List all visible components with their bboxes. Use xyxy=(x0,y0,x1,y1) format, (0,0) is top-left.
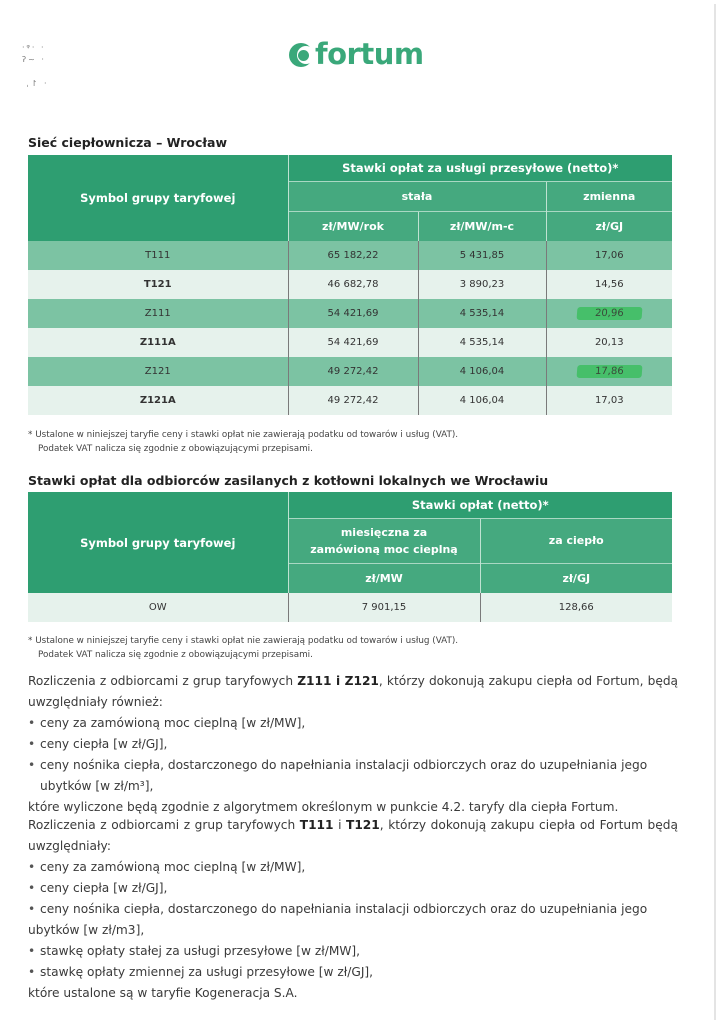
cell-zl-mw-month: 4 106,04 xyxy=(418,386,546,415)
table-row-t111 xyxy=(28,241,672,270)
list-item: • ceny za zamówioną moc cieplną [w zł/MW], xyxy=(28,713,678,734)
column-header-symbol: Symbol grupy taryfowej xyxy=(28,492,288,593)
footnote-line: Podatek VAT nalicza się zgodnie z obowiązującymi przepisami. xyxy=(38,650,313,660)
list-item: • ceny za zamówioną moc cieplną [w zł/MW], xyxy=(28,857,678,878)
table-row-z121a xyxy=(28,386,672,415)
intro-text: , którzy dokonują zakupu ciepła od Fortum, będą uwzględniały również: xyxy=(28,674,679,709)
intro-text: Rozliczenia z odbiorcami z grup taryfowych xyxy=(28,674,298,688)
cell-zl-gj: 17,06 xyxy=(546,241,672,270)
section-title-network: Sieć ciepłownicza – Wrocław xyxy=(28,135,228,150)
intro-text: Rozliczenia z odbiorcami z grup taryfowych xyxy=(28,818,300,832)
list-item: • stawkę opłaty zmiennej za usługi przesyłowe [w zł/GJ], xyxy=(28,962,678,983)
vat-footnote-1 xyxy=(28,428,458,456)
list-continuation: ubytków [w zł/m3], xyxy=(28,923,145,937)
paragraph-closing: które ustalone są w taryfie Kogeneracja S.A. xyxy=(28,986,298,1000)
subheader-heat: za ciepło xyxy=(480,518,672,563)
local-boiler-rates-table xyxy=(28,492,672,622)
page-edge xyxy=(714,4,716,1020)
fortum-logo xyxy=(289,37,424,71)
bullet-list xyxy=(28,857,678,920)
unit-header-zl-gj: zł/GJ xyxy=(546,211,672,241)
footnote-line: * Ustalone w niniejszej taryfie ceny i stawki opłat nie zawierają podatku od towarów i usług (VAT). xyxy=(28,430,459,440)
cell-zl-mw-month: 3 890,23 xyxy=(418,270,546,299)
intro-text: , którzy dokonują zakupu ciepła od Fortum będą uwzględniały: xyxy=(28,818,678,853)
highlighter-mark: 20,96 xyxy=(576,307,642,320)
section-title-local-boilers: Stawki opłat dla odbiorców zasilanych z kotłowni lokalnych we Wrocławiu xyxy=(28,473,549,488)
cell-zl-mw-month: 4 535,14 xyxy=(418,299,546,328)
highlighter-mark: 17,86 xyxy=(576,365,642,378)
cell-symbol: Z111 xyxy=(28,299,288,328)
cell-zl-mw-month: 4 535,14 xyxy=(418,328,546,357)
column-group-header-rates: Stawki opłat (netto)* xyxy=(288,492,672,518)
unit-header-zl-gj: zł/GJ xyxy=(480,563,672,593)
bullet-list xyxy=(28,941,678,983)
cell-zl-gj xyxy=(546,299,672,328)
cell-zl-gj: 17,03 xyxy=(546,386,672,415)
list-item: • ceny nośnika ciepła, dostarczonego do napełniania instalacji odbiorczych oraz do uzupełniania jego xyxy=(28,899,678,920)
cell-zl-mw: 7 901,15 xyxy=(288,593,480,622)
cell-symbol: Z121A xyxy=(28,386,288,415)
settlement-paragraph-z-groups xyxy=(28,671,678,818)
paragraph-intro xyxy=(28,815,678,857)
list-item: • ceny ciepła [w zł/GJ], xyxy=(28,878,678,899)
cell-symbol: T111 xyxy=(28,241,288,270)
tariff-group-bold: T121 xyxy=(346,818,380,832)
scan-artifact-marks: ·ᵠ· · ʔ~ · ˌ↾ · xyxy=(22,43,49,88)
cell-zl-gj: 14,56 xyxy=(546,270,672,299)
cell-zl-gj: 128,66 xyxy=(480,593,672,622)
vat-footnote-2 xyxy=(28,634,458,662)
subheader-fixed: stała xyxy=(288,181,546,211)
cell-zl-mw-year: 46 682,78 xyxy=(288,270,418,299)
footnote-line: Podatek VAT nalicza się zgodnie z obowiązującymi przepisami. xyxy=(38,444,313,454)
table-row-ow xyxy=(28,593,672,622)
column-header-symbol: Symbol grupy taryfowej xyxy=(28,155,288,241)
transmission-rates-table xyxy=(28,155,672,415)
cell-zl-mw-year: 54 421,69 xyxy=(288,299,418,328)
tariff-groups-bold: Z111 i Z121 xyxy=(297,674,379,688)
list-item: • ceny ciepła [w zł/GJ], xyxy=(28,734,678,755)
settlement-paragraph-t-groups xyxy=(28,815,678,1004)
column-group-header-transmission: Stawki opłat za usługi przesyłowe (netto)* xyxy=(288,155,672,181)
cell-zl-mw-month: 5 431,85 xyxy=(418,241,546,270)
unit-header-zl-mw-month: zł/MW/m-c xyxy=(418,211,546,241)
bullet-list xyxy=(28,713,678,797)
paragraph-closing: które wyliczone będą zgodnie z algorytmem określonym w punkcie 4.2. taryfy dla ciepła Fortum. xyxy=(28,800,619,814)
footnote-line: * Ustalone w niniejszej taryfie ceny i stawki opłat nie zawierają podatku od towarów i usług (VAT). xyxy=(28,636,459,646)
cell-zl-gj xyxy=(546,357,672,386)
tariff-group-bold: T111 xyxy=(299,818,334,832)
table-row-t121 xyxy=(28,270,672,299)
subheader-variable: zmienna xyxy=(546,181,672,211)
cell-symbol: OW xyxy=(28,593,288,622)
cell-zl-mw-year: 54 421,69 xyxy=(288,328,418,357)
cell-zl-mw-year: 65 182,22 xyxy=(288,241,418,270)
table-row-z121 xyxy=(28,357,672,386)
fortum-logo-icon xyxy=(289,43,313,67)
cell-zl-mw-month: 4 106,04 xyxy=(418,357,546,386)
cell-symbol: Z121 xyxy=(28,357,288,386)
cell-symbol: Z111A xyxy=(28,328,288,357)
unit-header-zl-mw: zł/MW xyxy=(288,563,480,593)
cell-zl-mw-year: 49 272,42 xyxy=(288,386,418,415)
logo-text: fortum xyxy=(315,37,424,71)
intro-text: i xyxy=(333,818,347,832)
subheader-monthly-capacity: miesięczna za zamówioną moc cieplną xyxy=(288,518,480,563)
list-item: • ceny nośnika ciepła, dostarczonego do napełniania instalacji odbiorczych oraz do uzupełniania jego ubytków [w zł/m³], xyxy=(28,755,678,797)
cell-zl-gj: 20,13 xyxy=(546,328,672,357)
cell-symbol: T121 xyxy=(28,270,288,299)
paragraph-intro xyxy=(28,671,678,713)
table-row-z111 xyxy=(28,299,672,328)
table-row-z111a xyxy=(28,328,672,357)
unit-header-zl-mw-year: zł/MW/rok xyxy=(288,211,418,241)
cell-zl-mw-year: 49 272,42 xyxy=(288,357,418,386)
list-item: • stawkę opłaty stałej za usługi przesyłowe [w zł/MW], xyxy=(28,941,678,962)
